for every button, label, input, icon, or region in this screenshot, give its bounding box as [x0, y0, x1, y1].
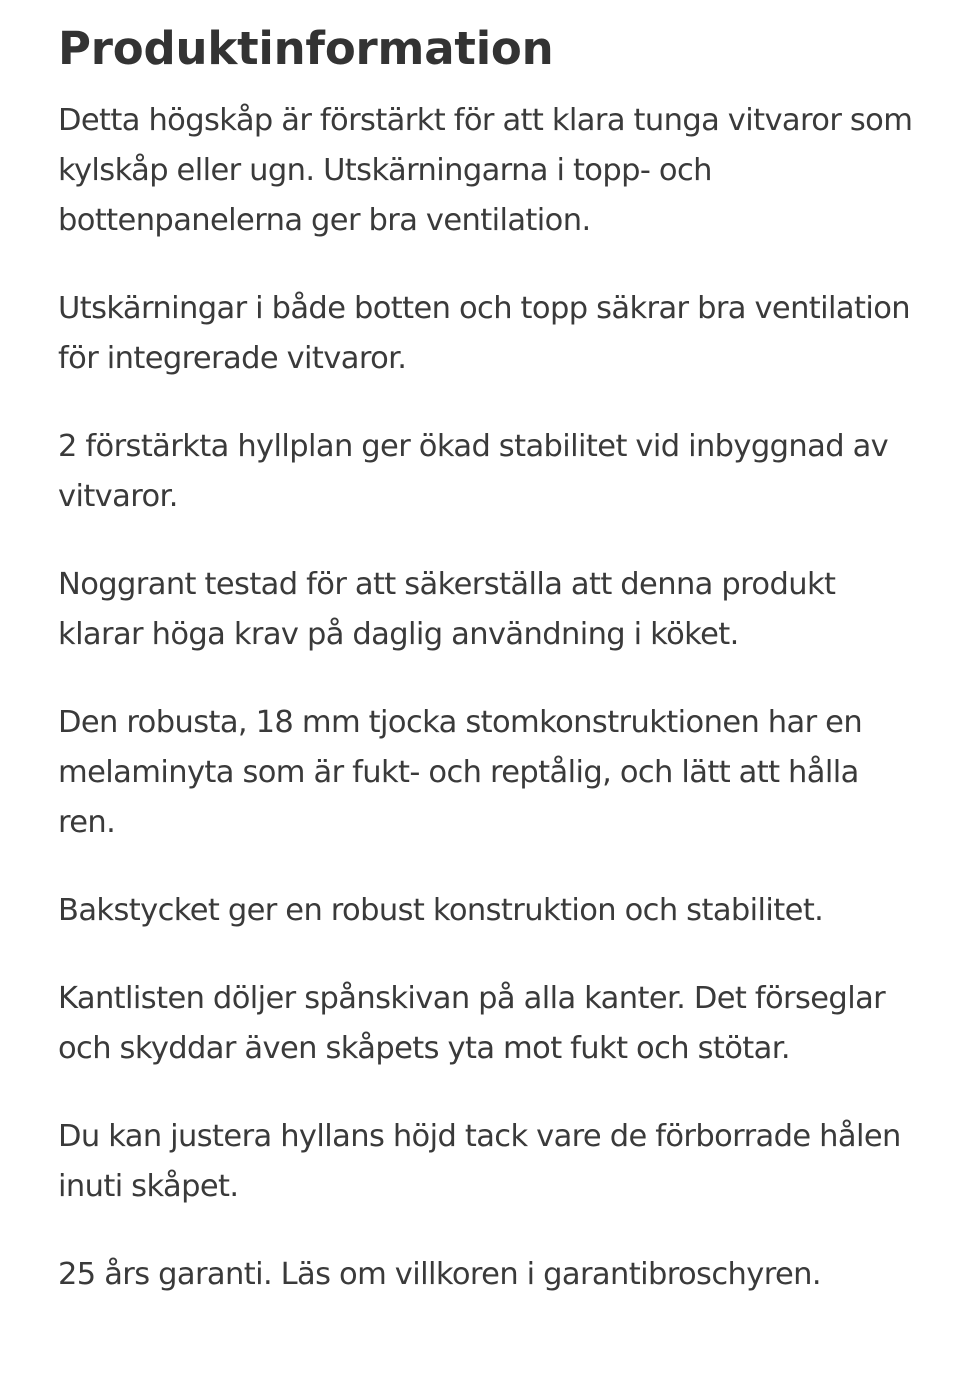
description-paragraph-reinforced-shelves: 2 förstärkta hyllplan ger ökad stabilitet vid inbyggnad av vitvaror. [58, 429, 889, 514]
description-paragraph-ventilation-cutouts: Utskärningar i både botten och topp säkrar bra ventilation för integrerade vitvaror. [58, 291, 911, 376]
page-title: Produktinformation [58, 22, 554, 75]
description-paragraph-frame-construction: Den robusta, 18 mm tjocka stomkonstruktionen har en melaminyta som är fukt- och reptålig, och lätt att hålla ren. [58, 705, 863, 840]
product-description [58, 96, 918, 1300]
description-paragraph-tested: Noggrant testad för att säkerställa att denna produkt klarar höga krav på daglig användning i köket. [58, 567, 836, 652]
description-paragraph-adjustable-shelf: Du kan justera hyllans höjd tack vare de förborrade hålen inuti skåpet. [58, 1119, 901, 1204]
description-paragraph-warranty: 25 års garanti. Läs om villkoren i garantibroschyren. [58, 1257, 821, 1292]
description-paragraph-back-panel: Bakstycket ger en robust konstruktion och stabilitet. [58, 893, 824, 928]
description-paragraph-edge-strip: Kantlisten döljer spånskivan på alla kanter. Det förseglar och skyddar även skåpets yta mot fukt och stötar. [58, 981, 886, 1066]
description-paragraph-reinforced-cabinet: Detta högskåp är förstärkt för att klara tunga vitvaror som kylskåp eller ugn. Utskärningarna i topp- och bottenpanelerna ger bra ventilation. [58, 103, 913, 238]
product-information-section [58, 0, 918, 1338]
